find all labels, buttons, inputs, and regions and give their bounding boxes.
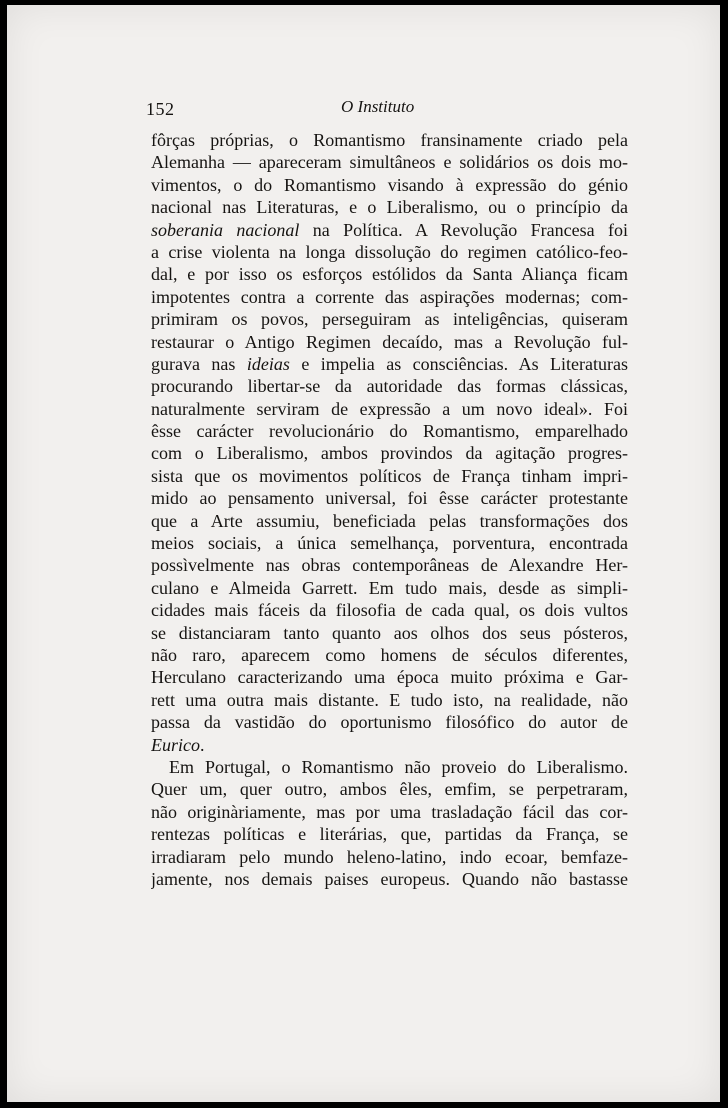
text-line: irradiaram pelo mundo heleno-latino, indo ecoar, bemfaze- — [151, 846, 628, 867]
running-title: O Instituto — [341, 97, 415, 116]
text-line: jamente, nos demais paises europeus. Quando não bastasse — [151, 868, 628, 889]
text-line: Herculano caracterizando uma época muito próxima e Gar- — [151, 667, 628, 688]
text-line: fôrças próprias, o Romantismo fransinamente criado pela — [151, 130, 628, 150]
italic-word: ideias — [246, 353, 290, 374]
text-line: passa da vastidão do oportunismo filosófico do autor de — [151, 712, 628, 733]
text-line: cidades mais fáceis da filosofia de cada qual, os dois vultos — [151, 600, 628, 621]
italic-phrase: soberania nacional — [151, 219, 300, 240]
text-line: sista que os movimentos políticos de França tinham impri- — [151, 465, 628, 486]
text-line: gurava nas ideias e impelia as consciências. As Literaturas — [151, 353, 628, 374]
text-line: restaurar o Antigo Regimen decaído, mas a Revolução ful- — [151, 331, 628, 352]
text-line: se distanciaram tanto quanto aos olhos dos seus pósteros, — [151, 622, 628, 643]
text-line: meios sociais, a única semelhança, porventura, encontrada — [151, 533, 628, 554]
text-line: Quer um, quer outro, ambos êles, emfim, se perpetraram, — [151, 779, 628, 800]
text-line: Em Portugal, o Romantismo não proveio do Liberalismo. — [169, 756, 628, 777]
text-line: que a Arte assumiu, beneficiada pelas transformações dos — [151, 510, 628, 531]
text-line: Eurico. — [151, 734, 205, 755]
text-line: culano e Almeida Garrett. Em tudo mais, desde as simpli- — [151, 577, 628, 598]
text-line: procurando libertar-se da autoridade das formas clássicas, — [151, 376, 628, 397]
text-line: impotentes contra a corrente das aspirações modernas; com- — [151, 286, 628, 307]
body-text — [151, 129, 628, 890]
text-line: nacional nas Literaturas, e o Liberalismo, ou o princípio da — [151, 197, 628, 218]
text-line: rentezas políticas e literárias, que, partidas da França, se — [151, 824, 628, 845]
text-line: não originàriamente, mas por uma trasladação fácil das cor- — [151, 801, 628, 822]
text-line: dal, e por isso os esforços estólidos da Santa Aliança ficam — [151, 264, 628, 285]
text-line: não raro, aparecem como homens de séculos diferentes, — [151, 644, 628, 665]
text-line: mido ao pensamento universal, foi êsse carácter protestante — [151, 488, 628, 509]
text-line: primiram os povos, perseguiram as inteligências, quiseram — [151, 309, 628, 330]
text-line: possìvelmente nas obras contemporâneas de Alexandre Her- — [151, 555, 628, 576]
page-number: 152 — [146, 99, 175, 119]
text-line: rett uma outra mais distante. E tudo isto, na realidade, não — [151, 689, 628, 710]
italic-title: Eurico — [151, 734, 200, 755]
text-line: Alemanha — apareceram simultâneos e solidários os dois mo- — [151, 152, 628, 173]
text-line: naturalmente serviram de expressão a um novo ideal». Foi — [151, 398, 628, 419]
text-line: vimentos, o do Romantismo visando à expressão do génio — [151, 174, 628, 195]
text-line: êsse carácter revolucionário do Romantismo, emparelhado — [151, 421, 628, 442]
text-line: a crise violenta na longa dissolução do regimen católico-feo- — [151, 241, 628, 262]
page-header — [7, 93, 720, 123]
book-page — [7, 5, 720, 1102]
text-line: com o Liberalismo, ambos provindos da agitação progres- — [151, 443, 628, 464]
text-line: soberania nacional na Política. A Revolução Francesa foi — [151, 219, 628, 240]
